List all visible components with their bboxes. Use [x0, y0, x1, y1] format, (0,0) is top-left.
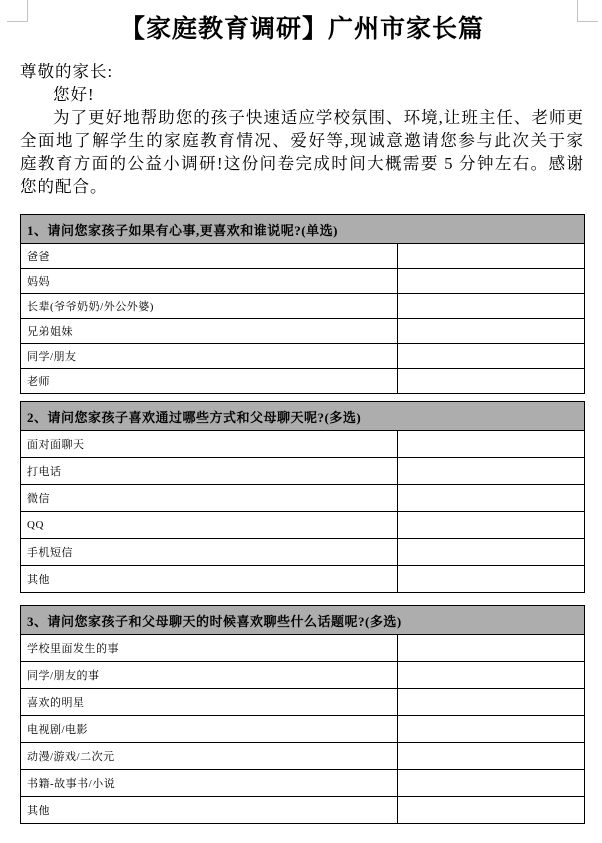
answer-cell[interactable] [398, 689, 585, 716]
option-label: 打电话 [21, 458, 398, 485]
answer-cell[interactable] [398, 294, 585, 319]
table-row [21, 512, 585, 539]
option-label: 同学/朋友 [21, 344, 398, 369]
table-row [21, 319, 585, 344]
answer-cell[interactable] [398, 797, 585, 824]
option-label: 手机短信 [21, 539, 398, 566]
table-row [21, 485, 585, 512]
intro-paragraph: 为了更好地帮助您的孩子快速适应学校氛围、环境,让班主任、老师更全面地了解学生的家庭教育情况、爱好等,现诚意邀请您参与此次关于家庭教育方面的公益小调研!这份问卷完成时间大概需要 5 分钟左右。感谢您的配合。 [20, 108, 584, 196]
table-row [21, 770, 585, 797]
option-label: 妈妈 [21, 269, 398, 294]
answer-cell[interactable] [398, 539, 585, 566]
page-title: 【家庭教育调研】广州市家长篇 [119, 16, 484, 43]
table-row [21, 431, 585, 458]
option-label: 微信 [21, 485, 398, 512]
question-table-2 [20, 401, 585, 593]
table-row [21, 294, 585, 319]
table-row [21, 689, 585, 716]
answer-cell[interactable] [398, 743, 585, 770]
question-header-row [21, 215, 585, 244]
table-row [21, 566, 585, 593]
option-label: 其他 [21, 566, 398, 593]
question-1-header: 1、请问您家孩子如果有心事,更喜欢和谁说呢?(单选) [21, 215, 585, 244]
answer-cell[interactable] [398, 369, 585, 394]
question-header-row [21, 606, 585, 635]
table-row [21, 269, 585, 294]
option-label: 爸爸 [21, 244, 398, 269]
table-row [21, 662, 585, 689]
table-row [21, 797, 585, 824]
option-label: 喜欢的明星 [21, 689, 398, 716]
intro-section [20, 60, 584, 198]
option-label: 面对面聊天 [21, 431, 398, 458]
question-header-row [21, 402, 585, 431]
answer-cell[interactable] [398, 244, 585, 269]
question-2-header: 2、请问您家孩子喜欢通过哪些方式和父母聊天呢?(多选) [21, 402, 585, 431]
option-label: 电视剧/电影 [21, 716, 398, 743]
answer-cell[interactable] [398, 716, 585, 743]
answer-cell[interactable] [398, 319, 585, 344]
option-label: 同学/朋友的事 [21, 662, 398, 689]
table-row [21, 716, 585, 743]
answer-cell[interactable] [398, 269, 585, 294]
table-row [21, 344, 585, 369]
answer-cell[interactable] [398, 344, 585, 369]
table-row [21, 244, 585, 269]
greeting: 您好! [53, 85, 95, 104]
table-row [21, 369, 585, 394]
option-label: 动漫/游戏/二次元 [21, 743, 398, 770]
question-table-1 [20, 214, 585, 394]
option-label: 兄弟姐妹 [21, 319, 398, 344]
answer-cell[interactable] [398, 662, 585, 689]
question-table-3 [20, 605, 585, 824]
option-label: 其他 [21, 797, 398, 824]
table-row [21, 539, 585, 566]
option-label: 书籍-故事书/小说 [21, 770, 398, 797]
option-label: 老师 [21, 369, 398, 394]
option-label: 长辈(爷爷奶奶/外公外婆) [21, 294, 398, 319]
option-label: 学校里面发生的事 [21, 635, 398, 662]
answer-cell[interactable] [398, 512, 585, 539]
answer-cell[interactable] [398, 770, 585, 797]
table-row [21, 458, 585, 485]
answer-cell[interactable] [398, 458, 585, 485]
question-3-header: 3、请问您家孩子和父母聊天的时候喜欢聊些什么话题呢?(多选) [21, 606, 585, 635]
salutation: 尊敬的家长: [20, 62, 114, 81]
table-row [21, 635, 585, 662]
answer-cell[interactable] [398, 431, 585, 458]
answer-cell[interactable] [398, 566, 585, 593]
answer-cell[interactable] [398, 635, 585, 662]
option-label: QQ [21, 512, 398, 539]
answer-cell[interactable] [398, 485, 585, 512]
table-row [21, 743, 585, 770]
